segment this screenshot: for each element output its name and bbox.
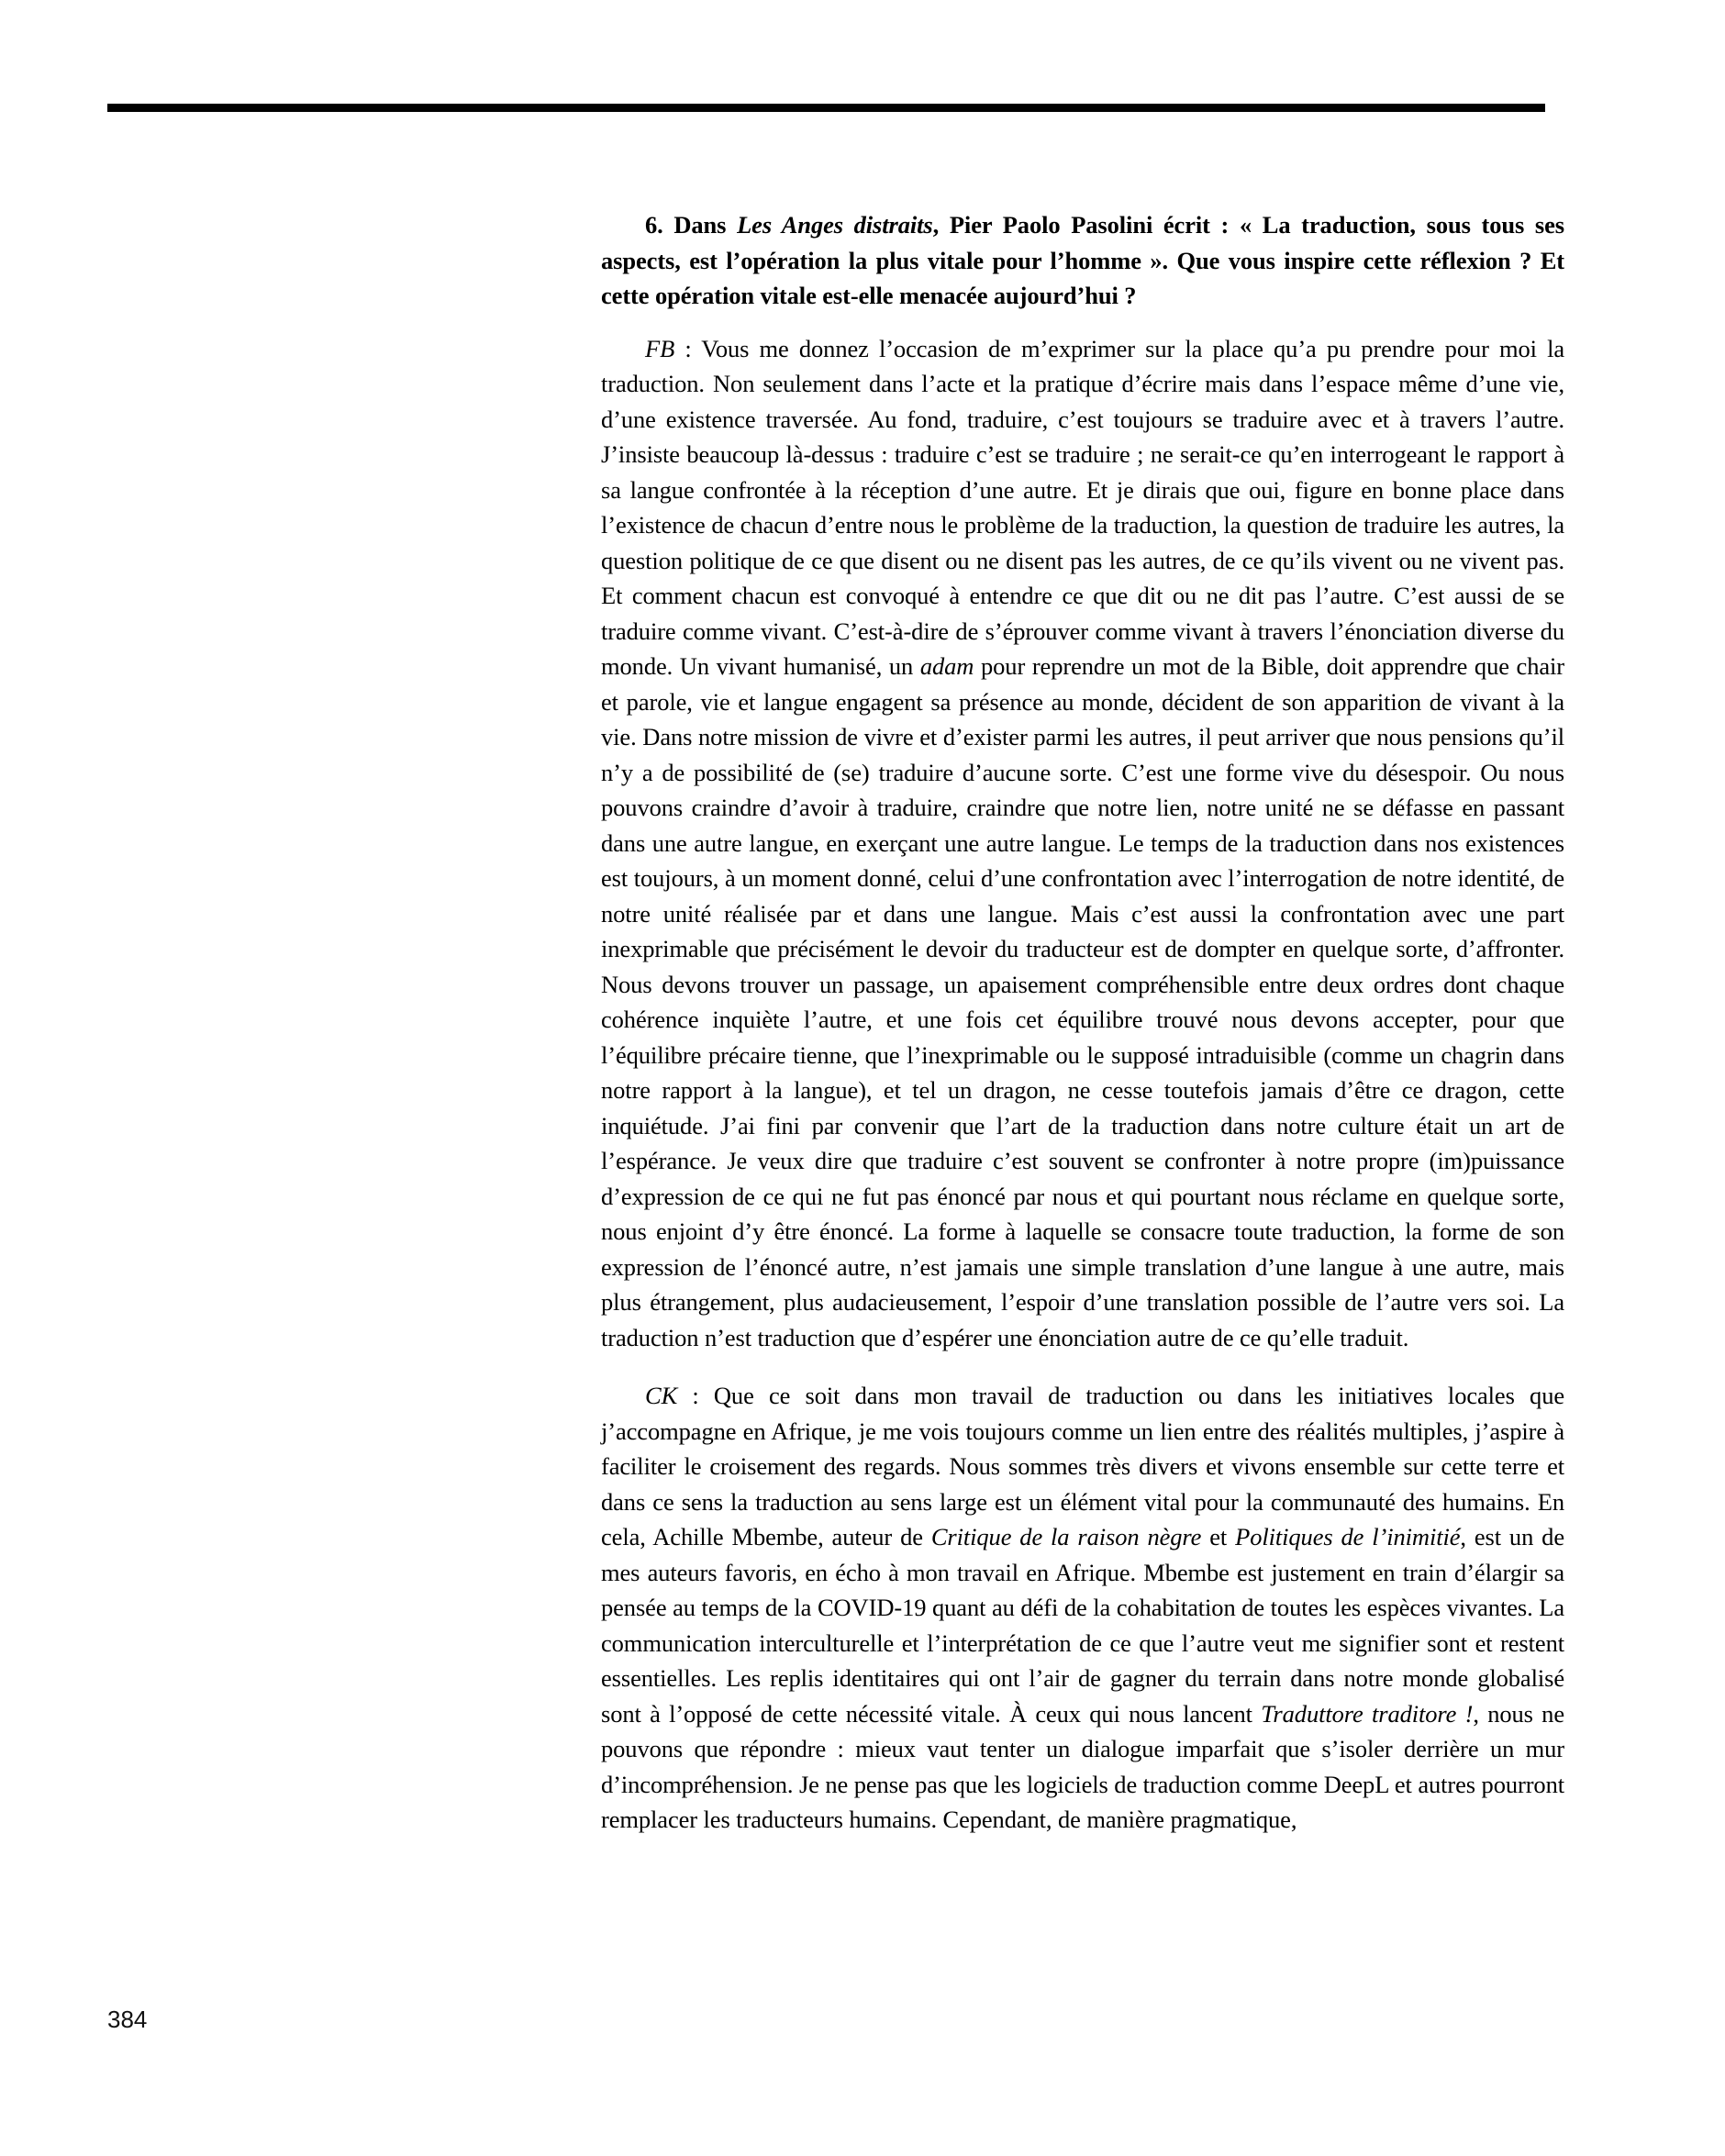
text-run: Politiques de l’inimitié [1235, 1523, 1461, 1550]
text-run: Les Anges distraits [737, 211, 933, 239]
page-number: 384 [107, 2006, 148, 2033]
text-run: adam [919, 652, 974, 680]
text-run: et [1201, 1523, 1236, 1550]
text-run: : Que ce soit dans mon travail de traduction ou dans les initiatives locales que j’accompagne en Afrique, je me vois toujours comme un lien entre des réalités multiples, j’aspire à faciliter le croisement des regards. Nous sommes très divers et vivons ensemble sur cette terre et dans ce sens la traduction au sens large est un élément vital pour la communauté des humains. En cela, Achille Mbembe, auteur de [601, 1382, 1564, 1550]
text-run: 6. Dans [645, 211, 738, 239]
answer-paragraph-ck [601, 1378, 1564, 1838]
text-run: , Pier Paolo Pasolini écrit : « La traduction, sous tous ses aspects, est l’opération la plus vitale pour l’homme ». Que vous inspire cette réflexion ? Et cette opération vitale est-elle menacée aujourd’hui ? [601, 211, 1564, 309]
text-run: : Vous me donnez l’occasion de m’exprimer sur la place qu’a pu prendre pour moi la traduction. Non seulement dans l’acte et la pratique d’écrire mais dans l’espace même d’une vie, d’une existence traversée. Au fond, traduire, c’est toujours se traduire avec et à travers l’autre. J’insiste beaucoup là-dessus : traduire c’est se traduire ; ne serait-ce qu’en interrogeant le rapport à sa langue confrontée à la réception d’une autre. Et je dirais que oui, figure en bonne place dans l’existence de chacun d’entre nous le problème de la traduction, la question de traduire les autres, la question politique de ce que disent ou ne disent pas les autres, de ce qu’ils vivent ou ne vivent pas. Et comment chacun est convoqué à entendre ce que dit ou ne dit pas l’autre. C’est aussi de se traduire comme vivant. C’est-à-dire de s’éprouver comme vivant à travers l’énonciation diverse du monde. Un vivant humanisé, un [601, 334, 1564, 680]
text-run: pour reprendre un mot de la Bible, doit apprendre que chair et parole, vie et langue engagent sa présence au monde, décident de son apparition de vivant à la vie. Dans notre mission de vivre et d’exister parmi les autres, il peut arriver que nous pensions qu’il n’y a de possibilité de (se) traduire d’aucune sorte. C’est une forme vive du désespoir. Ou nous pouvons craindre d’avoir à traduire, craindre que notre lien, notre unité ne se défasse en passant dans une autre langue, en exerçant une autre langue. Le temps de la traduction dans nos existences est toujours, à un moment donné, celui d’une confrontation avec l’interrogation de notre identité, de notre unité réalisée par et dans une langue. Mais c’est aussi la confrontation avec une part inexprimable que précisément le devoir du traducteur est de dompter en quelque sorte, d’affronter. Nous devons trouver un passage, un apaisement compréhensible entre deux ordres dont chaque cohérence inquiète l’autre, et une fois cet équilibre trouvé nous devons accepter, pour que l’équilibre précaire tienne, que l’inexprimable ou le supposé intraduisible (comme un chagrin dans notre rapport à la langue), et tel un dragon, ne cesse toutefois jamais d’être ce dragon, cette inquiétude. J’ai fini par convenir que l’art de la traduction dans notre culture était un art de l’espérance. Je veux dire que traduire c’est souvent se confronter à notre propre (im)puissance d’expression de ce qui ne fut pas énoncé par nous et qui pourtant nous réclame en quelque sorte, nous enjoint d’y être énoncé. La forme à laquelle se consacre toute traduction, la forme de son expression de l’énoncé autre, n’est jamais une simple translation d’une langue à une autre, mais plus étrangement, plus audacieusement, l’espoir d’une translation possible de l’autre vers soi. La traduction n’est traduction que d’espérer une énonciation autre de ce qu’elle traduit. [601, 652, 1565, 1351]
answer-paragraph-fb [601, 331, 1564, 1356]
question-paragraph [601, 207, 1564, 314]
text-run: , nous ne pouvons que répondre : mieux vaut tenter un dialogue imparfait que s’isoler derrière un mur d’incompréhension. Je ne pense pas que les logiciels de traduction comme DeepL et autres pourront remplacer les traducteurs humains. Cependant, de manière pragmatique, [601, 1699, 1564, 1833]
text-run: Critique de la raison nègre [930, 1523, 1202, 1550]
text-run: FB [645, 334, 675, 362]
top-rule [107, 104, 1545, 112]
text-column [601, 207, 1564, 1838]
text-run: CK [645, 1382, 678, 1409]
text-run: , est un de mes auteurs favoris, en écho à mon travail en Afrique. Mbembe est justement en train d’élargir sa pensée au temps de la COVID-19 quant au défi de la cohabitation de toutes les espèces vivantes. La communication interculturelle et l’interprétation de ce que l’autre veut me signifier sont et restent essentielles. Les replis identitaires qui ont l’air de gagner du terrain dans notre monde globalisé sont à l’opposé de cette nécessité vitale. À ceux qui nous lancent [601, 1523, 1564, 1728]
text-run: Traduttore traditore ! [1261, 1699, 1474, 1728]
